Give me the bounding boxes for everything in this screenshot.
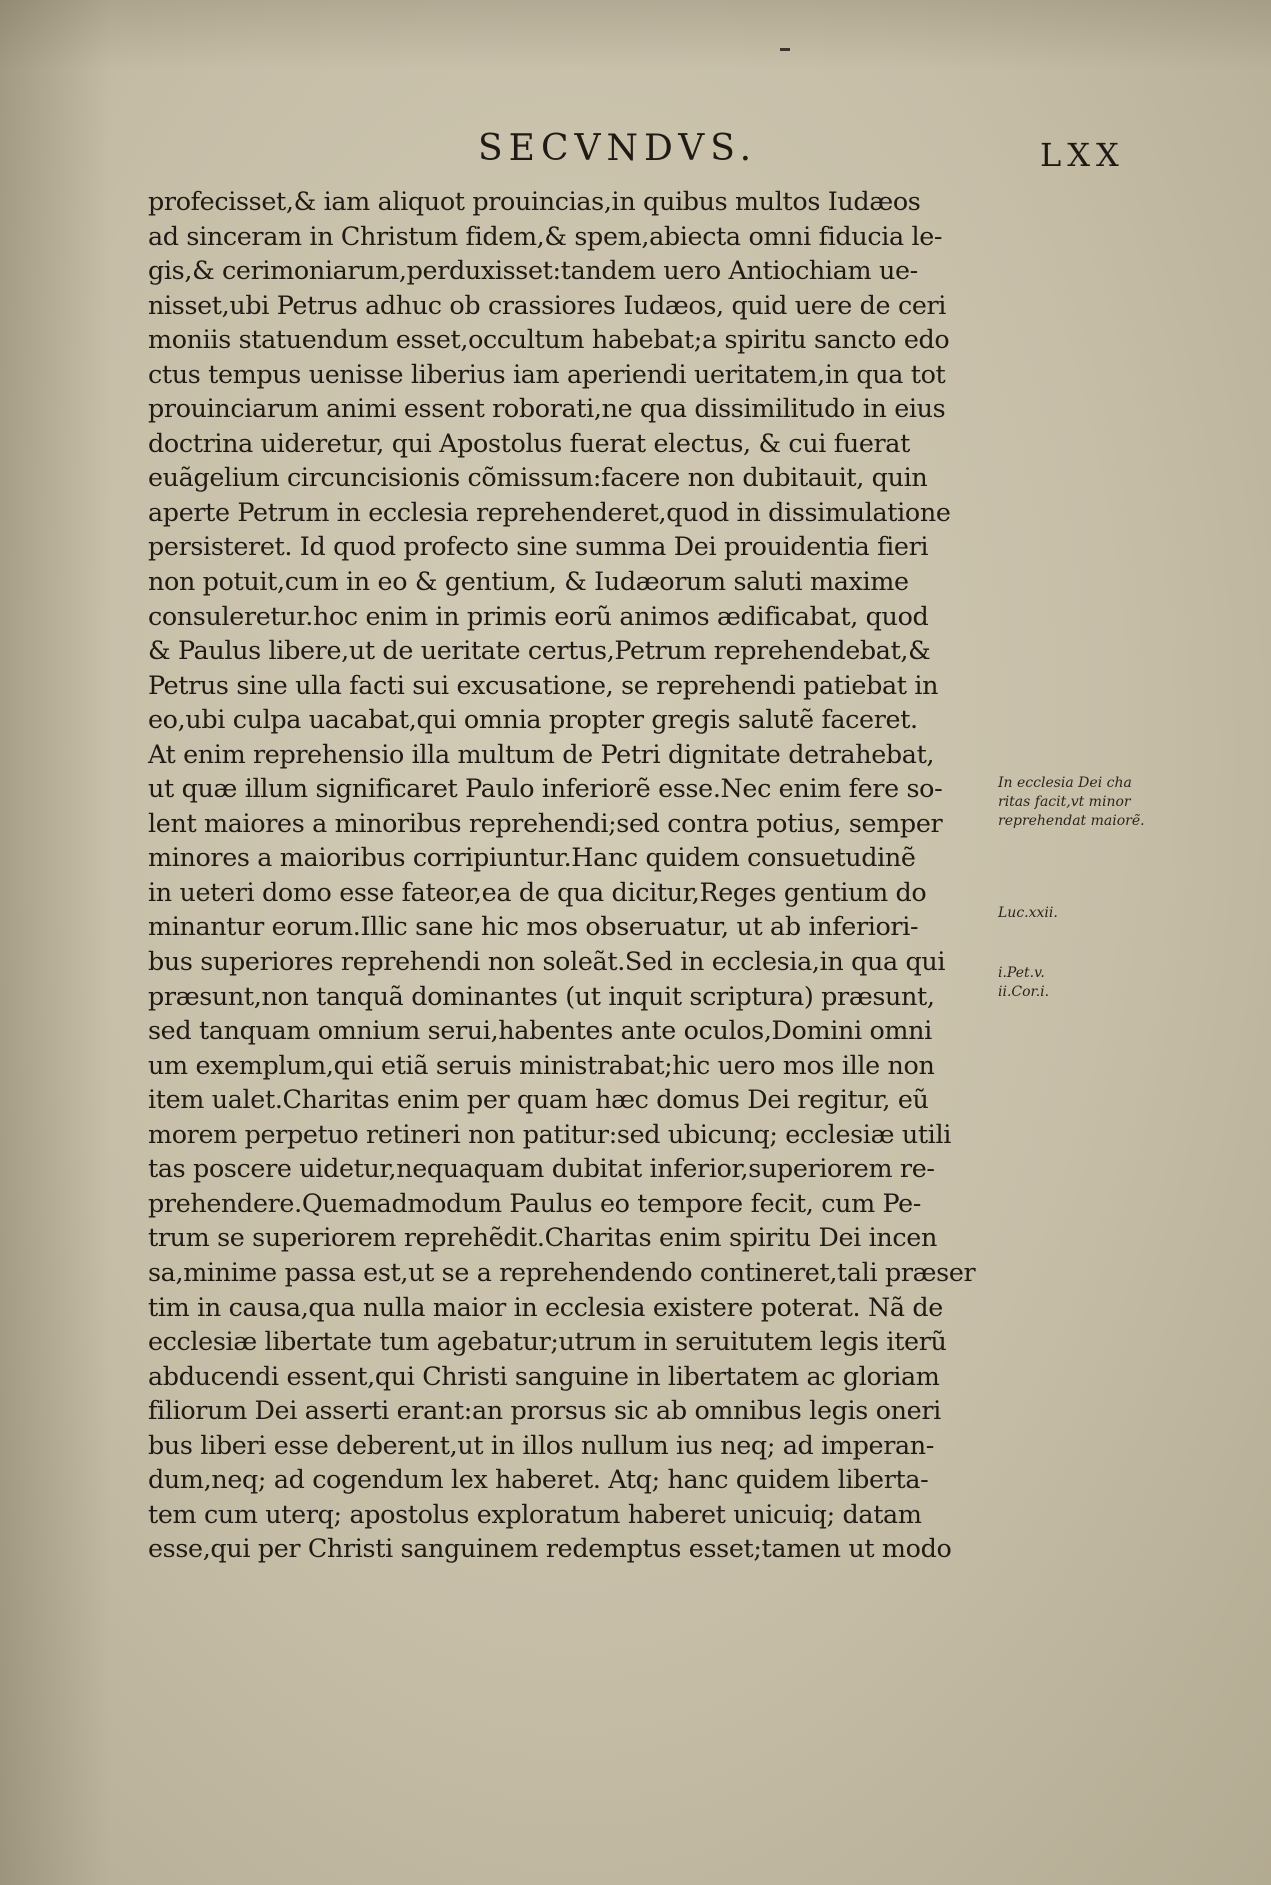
text-line: bus superiores reprehendi non soleãt.Sed in ecclesia,in qua qui (148, 946, 946, 977)
text-line: abducendi essent,qui Christi sanguine in libertatem ac gloriam (148, 1360, 940, 1391)
text-line: prouinciarum animi essent roborati,ne qua dissimilitudo in eius (148, 393, 946, 424)
text-line: gis,& cerimoniarum,perduxisset:tandem uero Antiochiam ue- (148, 255, 918, 286)
text-line: esse,qui per Christi sanguinem redemptus esset;tamen ut modo (148, 1533, 952, 1564)
text-line: morem perpetuo retineri non patitur:sed ubicunq; ecclesiæ utili (148, 1118, 951, 1149)
main-text-block (148, 184, 978, 1566)
text-line: nisset,ubi Petrus adhuc ob crassiores Iudæos, quid uere de ceri (148, 289, 947, 320)
running-head: SECVNDVS. (478, 128, 758, 169)
text-line: doctrina uideretur, qui Apostolus fuerat electus, & cui fuerat (148, 427, 910, 458)
text-line: in ueteri domo esse fateor,ea de qua dicitur,Reges gentium do (148, 876, 927, 907)
margin-note-line: ii.Cor.i. (998, 984, 1050, 1000)
text-line: ctus tempus uenisse liberius iam aperiendi ueritatem,in qua tot (148, 358, 946, 389)
text-line: tem cum uterq; apostolus exploratum haberet unicuiq; datam (148, 1498, 922, 1529)
text-line: bus liberi esse deberent,ut in illos nullum ius neq; ad imperan- (148, 1429, 935, 1460)
text-line: prehendere.Quemadmodum Paulus eo tempore fecit, cum Pe- (148, 1187, 922, 1218)
margin-note-line: In ecclesia Dei cha (998, 775, 1132, 791)
text-line: sed tanquam omnium serui,habentes ante oculos,Domini omni (148, 1015, 932, 1046)
margin-note-peter-cor (998, 964, 1049, 1002)
text-line: At enim reprehensio illa multum de Petri dignitate detrahebat, (148, 738, 935, 769)
margin-note-line: i.Pet.v. (998, 965, 1045, 981)
text-line: um exemplum,qui etiã seruis ministrabat;hic uero mos ille non (148, 1049, 935, 1080)
header-ornament-mark (780, 48, 790, 51)
text-line: tas poscere uidetur,nequaquam dubitat inferior,superiorem re- (148, 1153, 935, 1184)
folio-number: LXX (1040, 136, 1125, 174)
margin-note-line: reprehendat maiorẽ. (998, 813, 1145, 829)
text-line: non potuit,cum in eo & gentium, & Iudæorum saluti maxime (148, 566, 909, 597)
text-line: lent maiores a minoribus reprehendi;sed contra potius, semper (148, 807, 943, 838)
text-line: profecisset,& iam aliquot prouincias,in quibus multos Iudæos (148, 186, 921, 216)
page-shadow-left (0, 0, 110, 1885)
margin-note-line: ritas facit,vt minor (998, 794, 1131, 810)
text-line: ad sinceram in Christum fidem,& spem,abiecta omni fiducia le- (148, 220, 943, 251)
text-line: præsunt,non tanquã dominantes (ut inquit scriptura) præsunt, (148, 980, 935, 1011)
text-line: item ualet.Charitas enim per quam hæc domus Dei regitur, eũ (148, 1084, 929, 1115)
text-line: trum se superiorem reprehẽdit.Charitas enim spiritu Dei incen (148, 1222, 937, 1253)
text-line: dum,neq; ad cogendum lex haberet. Atq; hanc quidem liberta- (148, 1464, 929, 1495)
text-line: moniis statuendum esset,occultum habebat;a spiritu sancto edo (148, 324, 950, 355)
margin-note-line: Luc.xxii. (998, 905, 1058, 921)
text-line: ut quæ illum significaret Paulo inferiorẽ esse.Nec enim fere so- (148, 773, 943, 804)
text-line: minantur eorum.Illic sane hic mos obseruatur, ut ab inferiori- (148, 911, 919, 942)
text-line: persisteret. Id quod profecto sine summa Dei prouidentia fieri (148, 531, 929, 562)
text-line: ecclesiæ libertate tum agebatur;utrum in seruitutem legis iterũ (148, 1326, 947, 1357)
text-line: tim in causa,qua nulla maior in ecclesia existere poterat. Nã de (148, 1291, 943, 1322)
text-line: euãgelium circuncisionis cõmissum:facere non dubitauit, quin (148, 462, 928, 493)
text-line: sa,minime passa est,ut se a reprehendendo contineret,tali præser (148, 1256, 976, 1287)
text-line: & Paulus libere,ut de ueritate certus,Petrum reprehendebat,& (148, 635, 931, 666)
margin-note-luke (998, 904, 1058, 923)
text-line: eo,ubi culpa uacabat,qui omnia propter gregis salutẽ faceret. (148, 704, 918, 735)
text-line: aperte Petrum in ecclesia reprehenderet,quod in dissimulatione (148, 496, 951, 527)
text-line: minores a maioribus corripiuntur.Hanc quidem consuetudinẽ (148, 842, 916, 873)
text-line: consuleretur.hoc enim in primis eorũ animos ædificabat, quod (148, 600, 929, 631)
text-line: filiorum Dei asserti erant:an prorsus sic ab omnibus legis oneri (148, 1395, 941, 1426)
text-line: Petrus sine ulla facti sui excusatione, se reprehendi patiebat in (148, 669, 939, 700)
margin-note-charity (998, 774, 1145, 831)
page-shadow-top (0, 0, 1271, 70)
